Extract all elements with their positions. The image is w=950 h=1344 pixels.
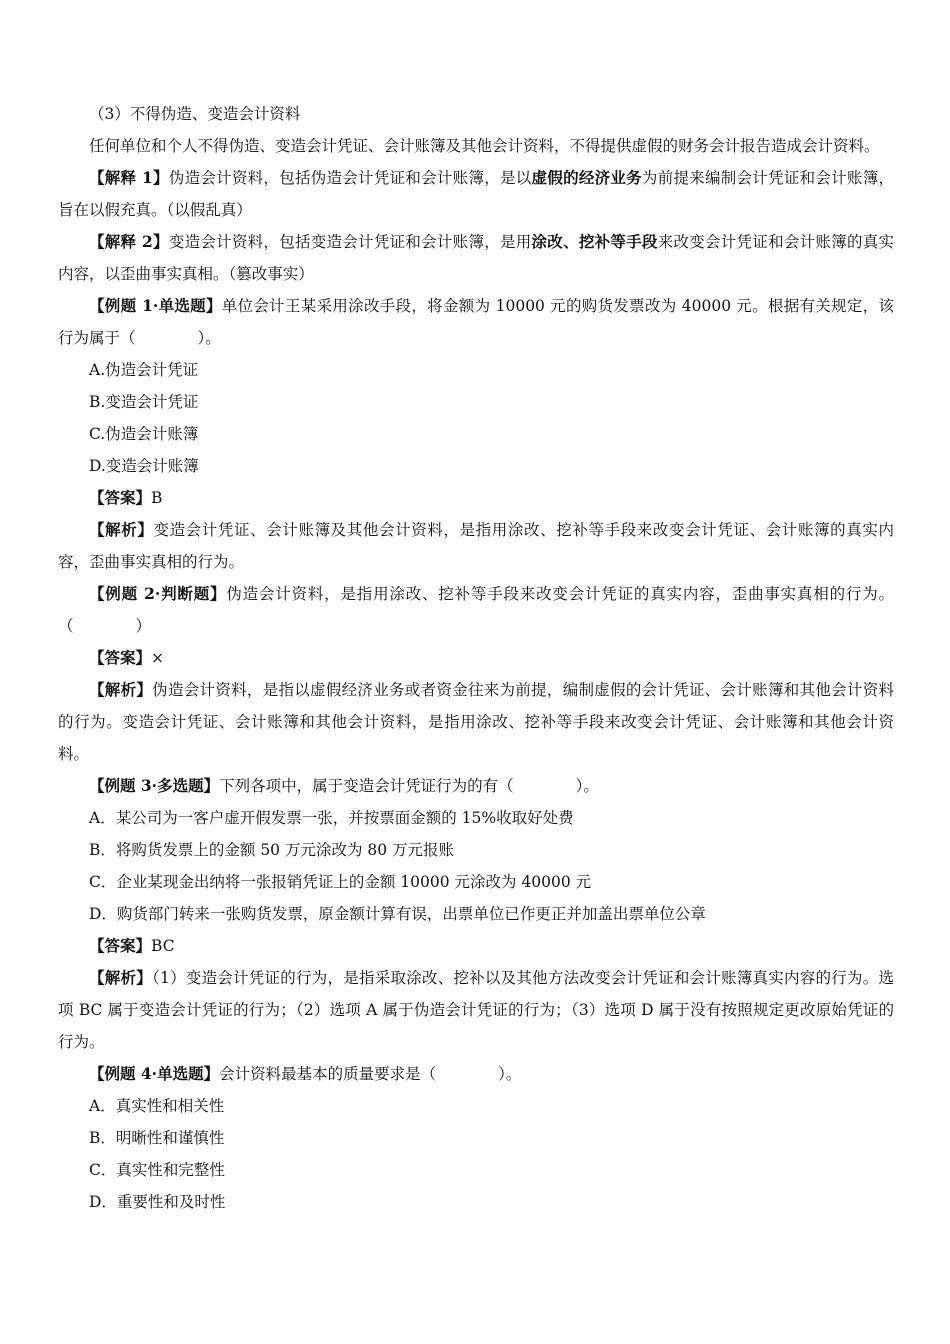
example-1-analysis-text: 变造会计凭证、会计账簿及其他会计资料，是指用涂改、挖补等手段来改变会计凭证、会计账簿的真实内容，歪曲事实真相的行为。 bbox=[58, 521, 894, 571]
explanation-1-label: 【解释 1】 bbox=[89, 168, 169, 187]
example-3-option-c: C．企业某现金出纳将一张报销凭证上的金额 10000 元涂改为 40000 元 bbox=[89, 873, 592, 891]
explanation-2-text-b: 来改变会计凭证和会计账簿的真实内容，以歪曲事实真相。（篡改事实） bbox=[58, 233, 894, 283]
example-1-option-b: B.变造会计凭证 bbox=[89, 393, 199, 411]
example-3-answer-label: 【答案】 bbox=[89, 936, 152, 955]
example-3-analysis bbox=[58, 962, 894, 1058]
example-3-analysis-label: 【解析】 bbox=[89, 968, 152, 987]
example-1-option-a: A.伪造会计凭证 bbox=[89, 361, 199, 379]
example-1-option-d: D.变造会计账簿 bbox=[89, 457, 199, 475]
explanation-1 bbox=[58, 162, 894, 226]
example-4-option-b: B．明晰性和谨慎性 bbox=[89, 1129, 225, 1147]
example-4-question bbox=[58, 1058, 894, 1090]
example-3-answer-value: BC bbox=[151, 937, 175, 955]
example-3-option-b: B．将购货发票上的金额 50 万元涂改为 80 万元报账 bbox=[89, 841, 455, 859]
explanation-1-text-b: 为前提来编制会计凭证和会计账簿，旨在以假充真。（以假乱真） bbox=[58, 169, 894, 219]
example-4-option-c: C．真实性和完整性 bbox=[89, 1161, 225, 1179]
example-3-option-d: D．购货部门转来一张购货发票，原金额计算有误，出票单位已作更正并加盖出票单位公章 bbox=[89, 905, 706, 923]
example-4-label: 【例题 4·单选题】 bbox=[89, 1064, 220, 1083]
explanation-1-text-a: 伪造会计资料，包括伪造会计凭证和会计账簿，是以 bbox=[168, 169, 532, 187]
example-2-analysis-label: 【解析】 bbox=[89, 680, 153, 699]
example-2-answer-value: × bbox=[151, 649, 165, 667]
example-1-answer bbox=[58, 482, 894, 514]
example-4-option-a: A．真实性和相关性 bbox=[89, 1097, 225, 1115]
example-1-answer-label: 【答案】 bbox=[89, 488, 152, 507]
example-2-analysis-text: 伪造会计资料，是指以虚假经济业务或者资金往来为前提，编制虚假的会计凭证、会计账簿和其他会计资料的行为。变造会计凭证、会计账簿和其他会计资料，是指用涂改、挖补等手段来改变会计凭证、会计账簿和其他会计资料。 bbox=[58, 681, 894, 763]
example-1-question bbox=[58, 290, 894, 354]
document-content bbox=[58, 98, 894, 1218]
example-1-analysis-label: 【解析】 bbox=[89, 520, 154, 539]
example-1-label: 【例题 1·单选题】 bbox=[89, 296, 222, 315]
example-2-answer-label: 【答案】 bbox=[89, 648, 152, 667]
example-3-answer bbox=[58, 930, 894, 962]
explanation-2-label: 【解释 2】 bbox=[89, 232, 169, 251]
example-4-question-text: 会计资料最基本的质量要求是（ ）。 bbox=[219, 1065, 522, 1083]
example-2-question-text: 伪造会计资料，是指用涂改、挖补等手段来改变会计凭证的真实内容，歪曲事实真相的行为。（ ） bbox=[58, 585, 894, 635]
example-1-question-text: 单位会计王某采用涂改手段，将金额为 10000 元的购货发票改为 40000 元。根据有关规定，该行为属于（ ）。 bbox=[58, 297, 895, 347]
explanation-2 bbox=[58, 226, 894, 290]
example-2-answer bbox=[58, 642, 894, 674]
explanation-1-emphasis: 虚假的经济业务 bbox=[531, 168, 642, 187]
example-3-option-a: A．某公司为一客户虚开假发票一张，并按票面金额的 15%收取好处费 bbox=[89, 809, 574, 827]
example-3-label: 【例题 3·多选题】 bbox=[89, 776, 220, 795]
explanation-2-emphasis: 涂改、挖补等手段 bbox=[531, 232, 658, 251]
example-2-label: 【例题 2·判断题】 bbox=[89, 584, 227, 603]
example-2-analysis bbox=[58, 674, 894, 770]
explanation-2-text-a: 变造会计资料，包括变造会计凭证和会计账簿，是用 bbox=[168, 233, 532, 251]
example-3-question-text: 下列各项中，属于变造会计凭证行为的有（ ）。 bbox=[219, 777, 599, 795]
example-1-answer-value: B bbox=[151, 489, 163, 507]
example-1-option-c: C.伪造会计账簿 bbox=[89, 425, 199, 443]
section-heading: （3）不得伪造、变造会计资料 bbox=[89, 105, 301, 123]
section-body: 任何单位和个人不得伪造、变造会计凭证、会计账簿及其他会计资料，不得提供虚假的财务会计报告造成会计资料。 bbox=[89, 137, 880, 155]
example-3-question bbox=[58, 770, 894, 802]
example-4-option-d: D．重要性和及时性 bbox=[89, 1193, 226, 1211]
example-3-analysis-text: （1）变造会计凭证的行为，是指采取涂改、挖补以及其他方法改变会计凭证和会计账簿真实内容的行为。选项 BC 属于变造会计凭证的行为；（2）选项 A 属于伪造会计凭证的行为；（3）选项 D 属于没有按照规定更改原始凭证的行为。 bbox=[58, 969, 894, 1051]
example-1-analysis bbox=[58, 514, 894, 578]
example-2-question bbox=[58, 578, 894, 642]
